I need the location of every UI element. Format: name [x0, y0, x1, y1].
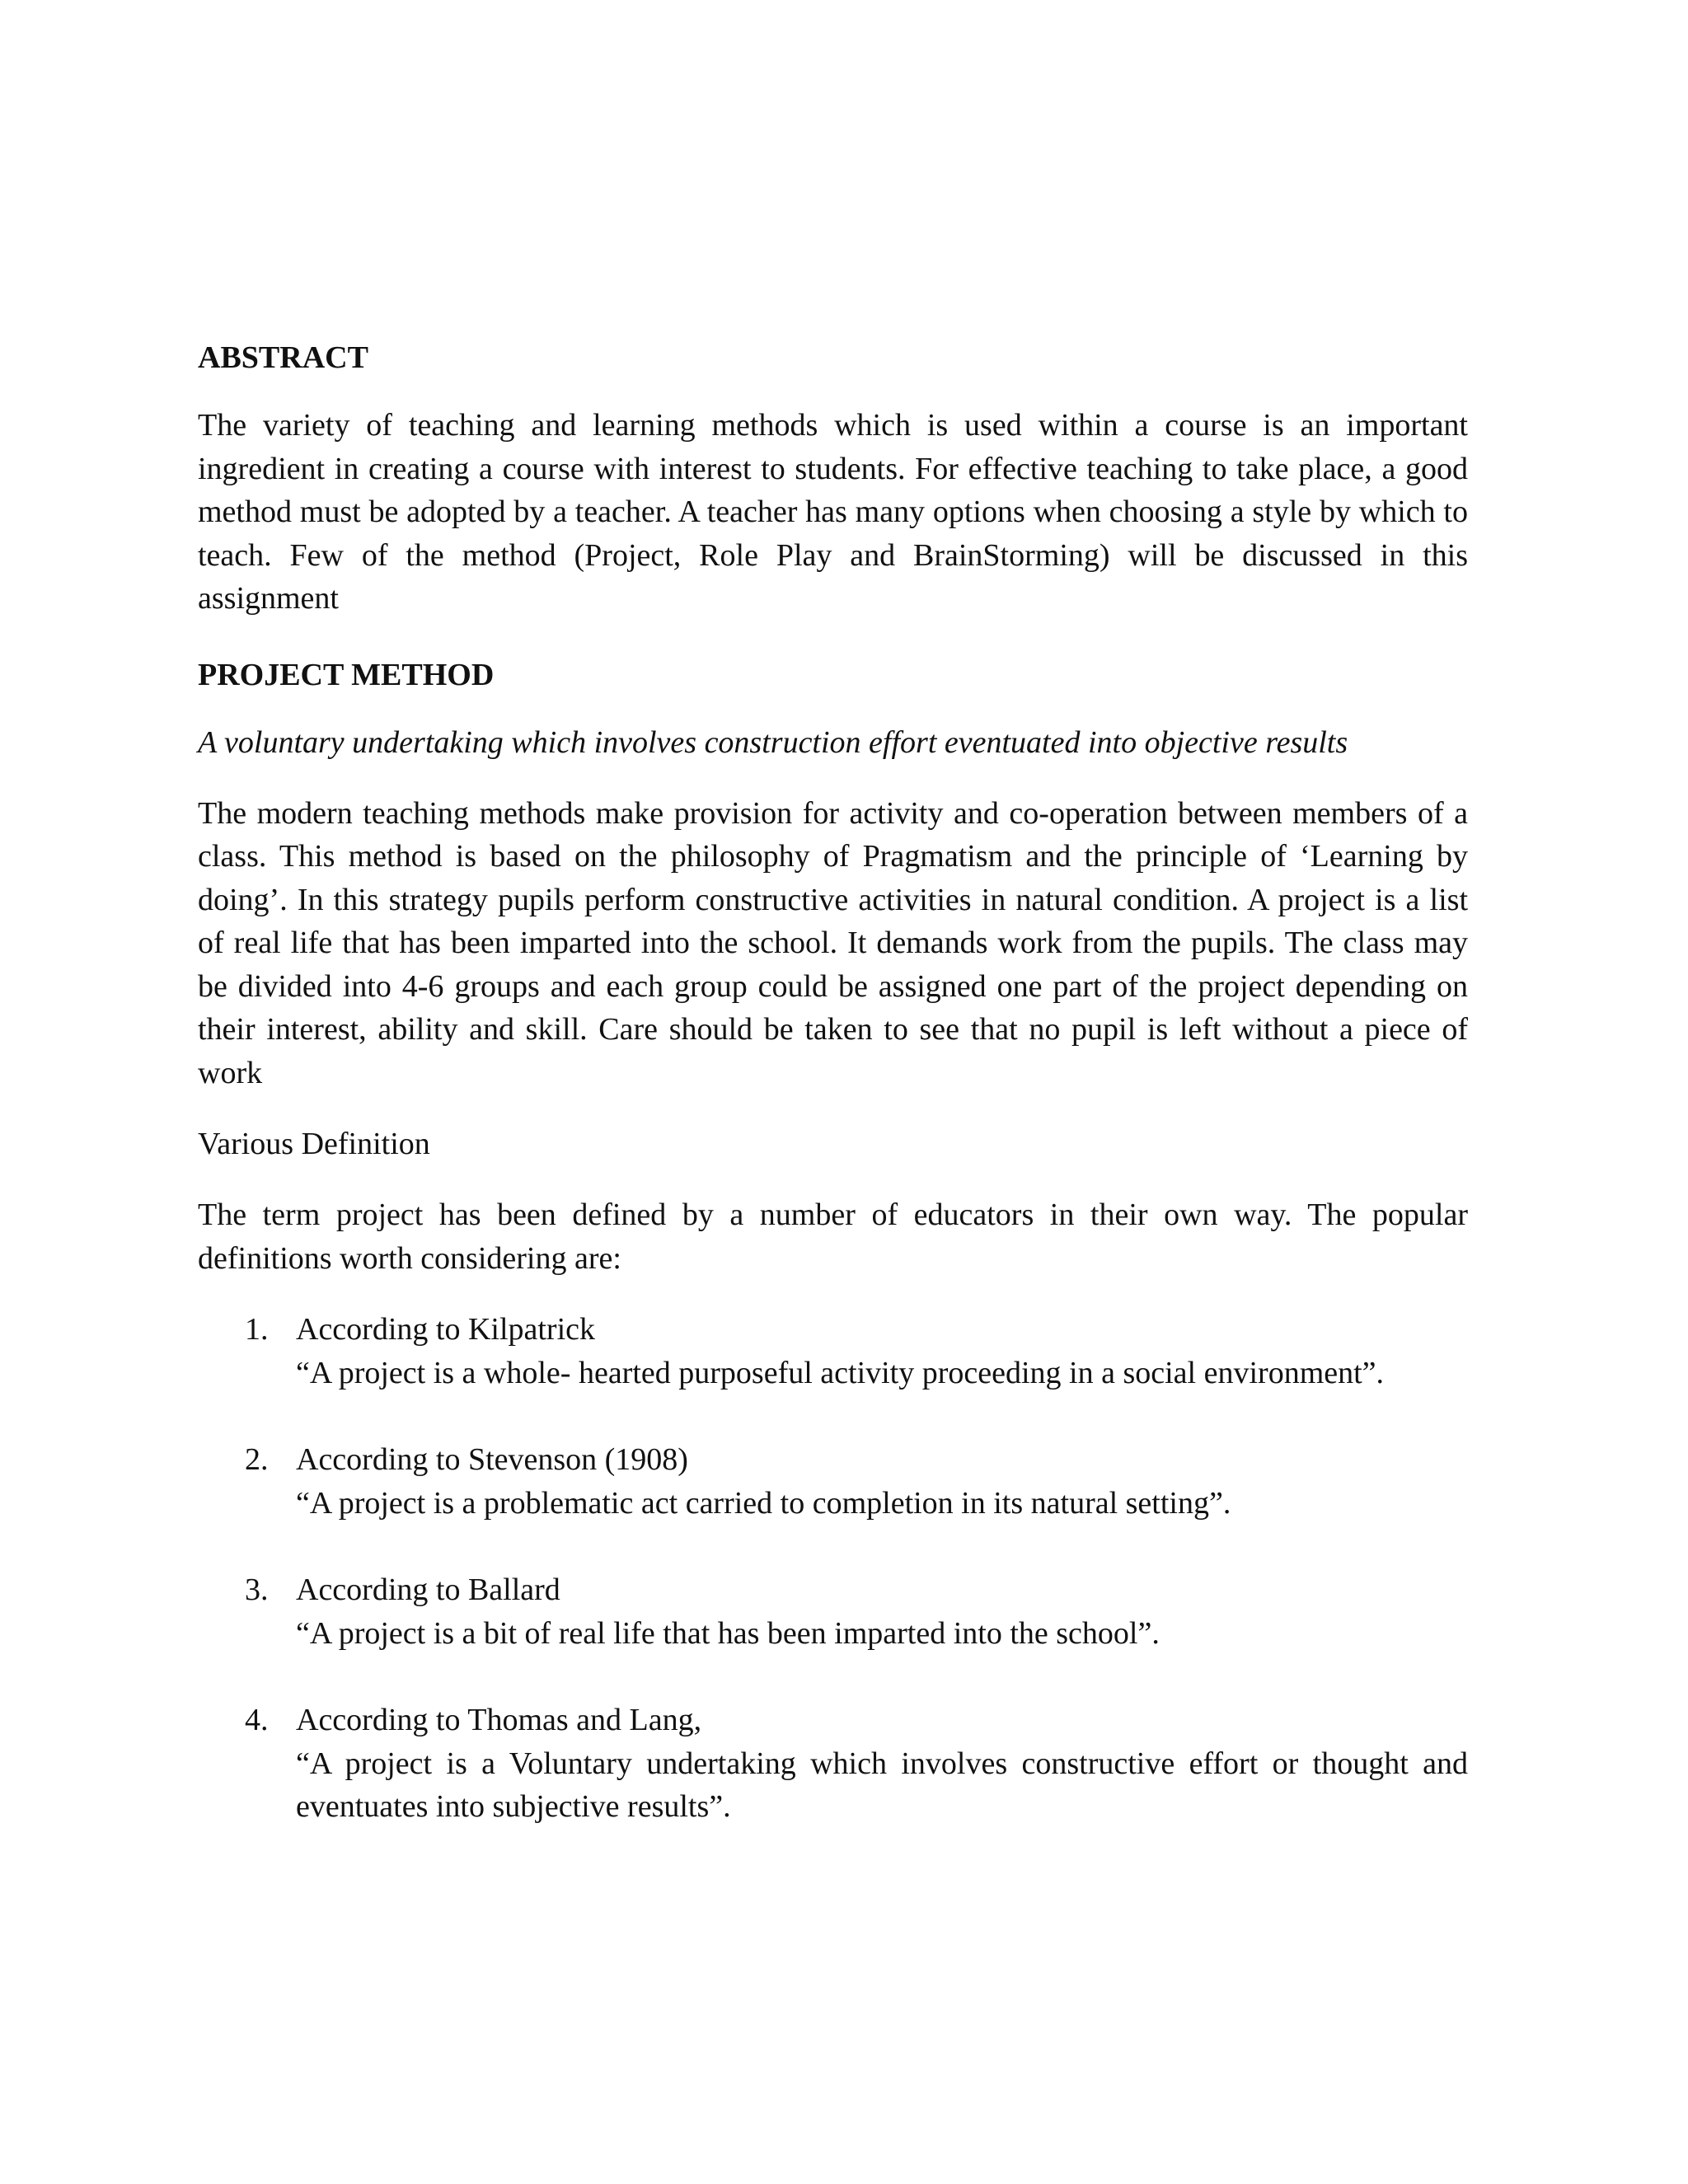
list-number: 3.: [245, 1572, 269, 1607]
list-number: 4.: [245, 1703, 269, 1737]
definition-quote: “A project is a whole- hearted purposeful activity proceeding in a social environment”.: [296, 1355, 1385, 1390]
various-definition-subheading: Various Definition: [198, 1127, 430, 1161]
project-method-tagline: A voluntary undertaking which involves construction effort eventuated into objective results: [198, 724, 1348, 760]
definition-source: According to Stevenson (1908): [296, 1442, 688, 1477]
project-method-paragraph: The modern teaching methods make provision for activity and co-operation between members of a class. This method is based on the philosophy of Pragmatism and the principle of ‘Learning by doing’. In this strategy pupils perform constructive activities in natural condition. A project is a list of real life that has been imparted into the school. It demands work from the pupils. The class may be divided into 4-6 groups and each group could be assigned one part of the project depending on their interest, ability and skill. Care should be taken to see that no pupil is left without a piece of work: [198, 795, 1468, 1090]
abstract-paragraph: The variety of teaching and learning methods which is used within a course is an important ingredient in creating a course with interest to students. For effective teaching to take place, a good method must be adopted by a teacher. A teacher has many options when choosing a style by which to teach. Few of the method (Project, Role Play and BrainStorming) will be discussed in this assignment: [198, 408, 1468, 616]
definitions-list: [198, 1308, 1468, 1829]
list-item: [198, 1438, 1468, 1525]
definition-quote: “A project is a bit of real life that has been imparted into the school”.: [296, 1615, 1160, 1651]
list-item: [198, 1308, 1468, 1394]
list-item: [198, 1699, 1468, 1829]
list-item: [198, 1568, 1468, 1655]
definition-source: According to Thomas and Lang,: [296, 1703, 702, 1737]
list-number: 1.: [245, 1312, 269, 1347]
page-content: [198, 336, 1468, 1872]
definition-source: According to Ballard: [296, 1572, 560, 1607]
definitions-intro: The term project has been defined by a number of educators in their own way. The popular definitions worth considering are:: [198, 1197, 1468, 1276]
definition-quote: “A project is a Voluntary undertaking which involves constructive effort or thought and eventuates into subjective results”.: [296, 1746, 1468, 1824]
abstract-heading: ABSTRACT: [198, 340, 368, 375]
list-number: 2.: [245, 1442, 269, 1477]
definition-source: According to Kilpatrick: [296, 1312, 596, 1347]
definition-quote: “A project is a problematic act carried to completion in its natural setting”.: [296, 1485, 1231, 1521]
project-method-heading: PROJECT METHOD: [198, 657, 495, 692]
